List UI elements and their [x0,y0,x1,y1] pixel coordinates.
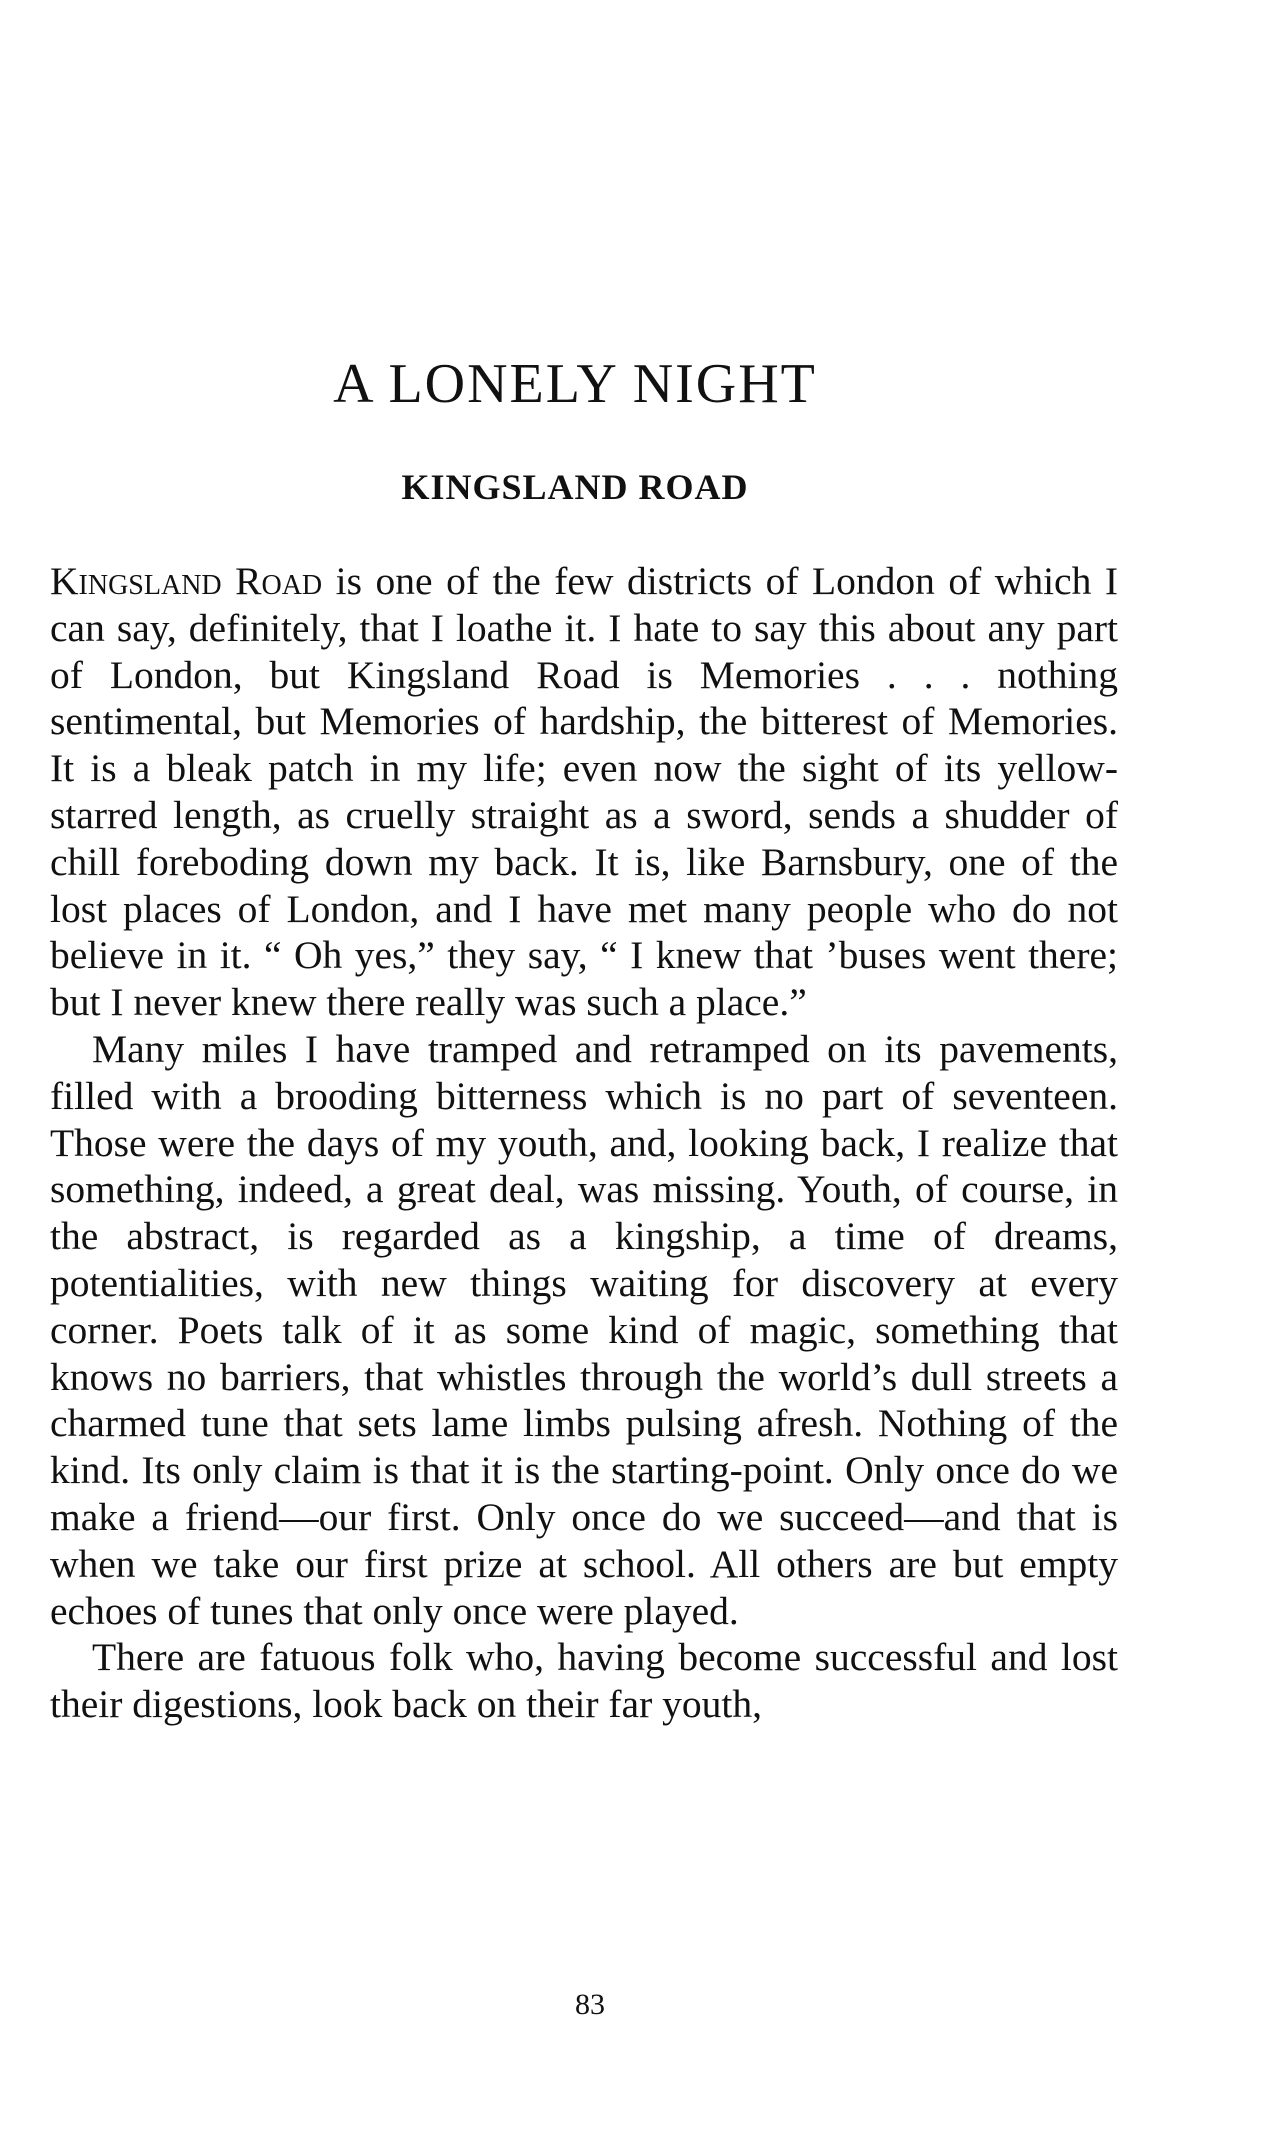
paragraph-lead-small-caps: Kingsland Road [50,559,323,603]
paragraph-1-text: is one of the few districts of London of which I can say, definitely, that I loathe it. I hate to say this about any part of London, but Kingsland Road is Memories . . . nothing sentimental, but Memories of hardship, the bitterest of Memories. It is a bleak patch in my life; even now the sight of its yellow-starred length, as cruelly straight as a sword, sends a shudder of chill foreboding down my back. It is, like Barnsbury, one of the lost places of London, and I have met many people who do not believe in it. “ Oh yes,” they say, “ I knew that ’buses went there; but I never knew there really was such a place.” [50,559,1118,1025]
chapter-title: A LONELY NIGHT [333,353,817,415]
body-text [50,558,1118,1728]
paragraph-3: There are fatuous folk who, having become successful and lost their digestions, look back on their far youth, [50,1635,1118,1727]
paragraph-1 [50,558,1118,1026]
paragraph-2: Many miles I have tramped and retramped on its pavements, filled with a brooding bitterness which is no part of seventeen. Those were the days of my youth, and, looking back, I realize that something, indeed, a great deal, was missing. Youth, of course, in the abstract, is regarded as a kingship, a time of dreams, potentialities, with new things waiting for discovery at every corner. Poets talk of it as some kind of magic, something that knows no barriers, that whistles through the world’s dull streets a charmed tune that sets lame limbs pulsing afresh. Nothing of the kind. Its only claim is that it is the starting-point. Only once do we make a friend—our first. Only once do we succeed—and that is when we take our first prize at school. All others are but empty echoes of tunes that only once were played. [50,1026,1118,1633]
section-title: KINGSLAND ROAD [401,467,749,507]
page-number: 83 [575,1988,605,2021]
